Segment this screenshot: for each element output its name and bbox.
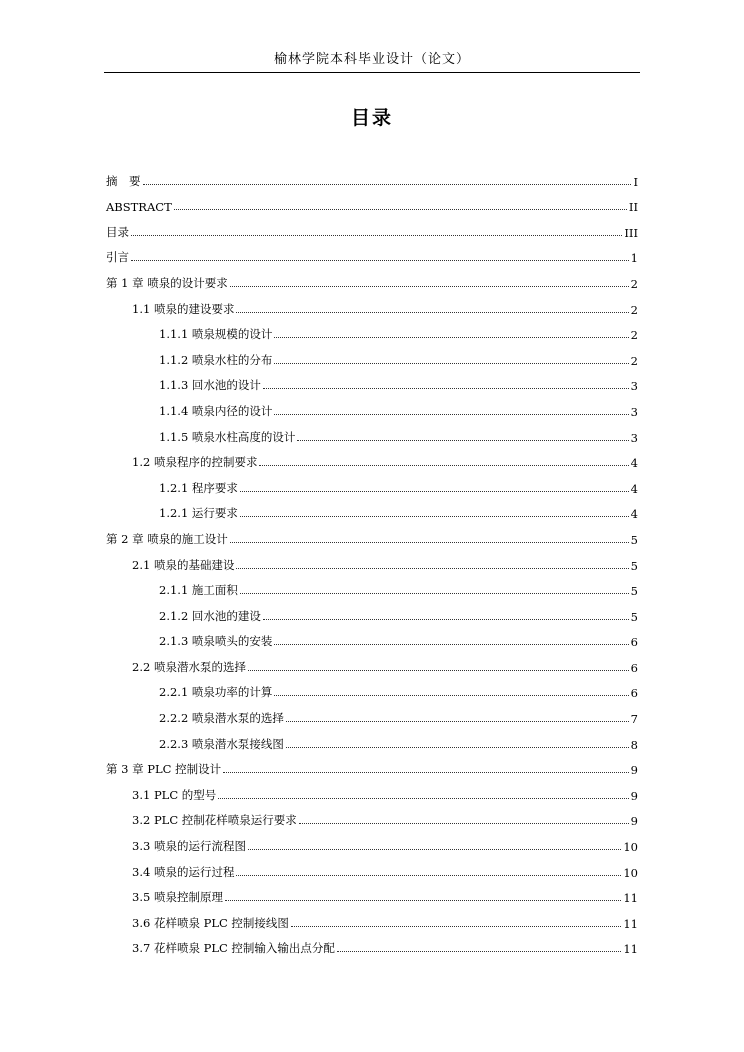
toc-dot-leader xyxy=(286,721,629,722)
toc-entry-page: 8 xyxy=(630,737,638,752)
toc-dot-leader xyxy=(337,951,621,952)
toc-entry-page: 4 xyxy=(630,507,638,522)
toc-dot-leader xyxy=(274,337,628,338)
toc-entry-label: 1.1.5 喷泉水柱高度的设计 xyxy=(159,429,296,444)
toc-entry-label: 1.2.1 运行要求 xyxy=(159,506,238,521)
toc-entry-label: 1.1.1 喷泉规模的设计 xyxy=(159,327,273,342)
toc-dot-leader xyxy=(174,209,627,210)
toc-dot-leader xyxy=(291,926,621,927)
toc-entry-page: 7 xyxy=(630,712,638,727)
toc-entry-label: 3.7 花样喷泉 PLC 控制输入输出点分配 xyxy=(132,941,335,956)
toc-dot-leader xyxy=(225,900,621,901)
toc-entry-label: 2.2.3 喷泉潜水泵接线图 xyxy=(159,736,284,751)
toc-entry-page: 9 xyxy=(630,763,638,778)
header-divider xyxy=(104,72,640,73)
toc-entry-page: 2 xyxy=(630,302,638,317)
toc-entry-page: 6 xyxy=(630,635,638,650)
toc-entry-page: II xyxy=(628,200,638,215)
toc-entry-label: 1.1.2 喷泉水柱的分布 xyxy=(159,352,273,367)
toc-entry-page: 2 xyxy=(630,353,638,368)
toc-dot-leader xyxy=(263,388,629,389)
toc-entry-page: 2 xyxy=(630,328,638,343)
toc-entry-page: 9 xyxy=(630,814,638,829)
toc-entry-page: 11 xyxy=(623,916,638,931)
toc-entry-label: 第 3 章 PLC 控制设计 xyxy=(106,762,222,777)
toc-entry[interactable] xyxy=(106,395,638,421)
toc-entry-label: 2.1.2 回水池的建设 xyxy=(159,608,261,623)
toc-entry[interactable] xyxy=(106,242,638,268)
toc-entry[interactable] xyxy=(106,830,638,856)
toc-entry[interactable] xyxy=(106,856,638,882)
toc-entry[interactable] xyxy=(106,319,638,345)
toc-dot-leader xyxy=(248,670,629,671)
toc-entry-page: 5 xyxy=(630,584,638,599)
toc-entry-page: 5 xyxy=(630,532,638,547)
toc-entry-page: 9 xyxy=(630,788,638,803)
toc-entry-page: 5 xyxy=(630,558,638,573)
toc-entry-label: 引言 xyxy=(106,250,129,265)
toc-entry-label: 2.2.2 喷泉潜水泵的选择 xyxy=(159,711,284,726)
toc-entry-page: 4 xyxy=(630,481,638,496)
toc-entry-label: 3.5 喷泉控制原理 xyxy=(132,890,223,905)
table-of-contents xyxy=(106,165,638,958)
toc-entry-label: 2.1.1 施工面积 xyxy=(159,583,238,598)
toc-entry[interactable] xyxy=(106,421,638,447)
toc-entry[interactable] xyxy=(106,191,638,217)
toc-entry[interactable] xyxy=(106,267,638,293)
toc-entry-label: 第 1 章 喷泉的设计要求 xyxy=(106,275,228,290)
toc-entry-page: 11 xyxy=(623,942,638,957)
toc-entry-page: 3 xyxy=(630,430,638,445)
page-header: 榆林学院本科毕业设计（论文） xyxy=(273,52,470,67)
toc-entry[interactable] xyxy=(106,498,638,524)
toc-entry[interactable] xyxy=(106,907,638,933)
toc-entry[interactable] xyxy=(106,600,638,626)
toc-entry-page: 6 xyxy=(630,686,638,701)
toc-entry-page: 4 xyxy=(630,456,638,471)
toc-entry[interactable] xyxy=(106,933,638,959)
toc-entry-label: 3.2 PLC 控制花样喷泉运行要求 xyxy=(132,813,297,828)
toc-dot-leader xyxy=(259,465,628,466)
toc-entry-label: 2.1.3 喷泉喷头的安装 xyxy=(159,634,273,649)
toc-entry-label: 1.2.1 程序要求 xyxy=(159,480,238,495)
toc-entry[interactable] xyxy=(106,575,638,601)
toc-entry-label: 1.1 喷泉的建设要求 xyxy=(132,301,235,316)
toc-dot-leader xyxy=(274,414,628,415)
toc-entry[interactable] xyxy=(106,805,638,831)
page-title: 目录 xyxy=(350,107,393,129)
toc-dot-leader xyxy=(218,798,628,799)
toc-dot-leader xyxy=(274,363,628,364)
toc-entry[interactable] xyxy=(106,677,638,703)
toc-entry[interactable] xyxy=(106,165,638,191)
toc-entry-label: 第 2 章 喷泉的施工设计 xyxy=(106,531,228,546)
toc-dot-leader xyxy=(230,286,629,287)
toc-dot-leader xyxy=(236,312,628,313)
toc-entry-page: 10 xyxy=(623,840,638,855)
toc-dot-leader xyxy=(286,747,629,748)
toc-entry-label: 目录 xyxy=(106,224,129,239)
toc-entry-page: 3 xyxy=(630,379,638,394)
toc-entry[interactable] xyxy=(106,779,638,805)
toc-entry-page: III xyxy=(624,225,638,240)
toc-entry[interactable] xyxy=(106,728,638,754)
toc-dot-leader xyxy=(240,516,629,517)
toc-entry-label: 2.2 喷泉潜水泵的选择 xyxy=(132,659,246,674)
toc-dot-leader xyxy=(240,593,629,594)
toc-entry[interactable] xyxy=(106,702,638,728)
toc-entry-label: 3.1 PLC 的型号 xyxy=(132,787,217,802)
toc-entry-page: 1 xyxy=(630,251,638,266)
toc-entry-label: 摘 要 xyxy=(106,173,141,188)
toc-entry-label: ABSTRACT xyxy=(106,200,172,215)
toc-entry[interactable] xyxy=(106,447,638,473)
toc-entry-page: 5 xyxy=(630,609,638,624)
toc-entry[interactable] xyxy=(106,523,638,549)
toc-entry-label: 1.2 喷泉程序的控制要求 xyxy=(132,455,258,470)
toc-entry-label: 2.1 喷泉的基础建设 xyxy=(132,557,235,572)
toc-entry-label: 1.1.3 回水池的设计 xyxy=(159,378,261,393)
toc-entry[interactable] xyxy=(106,472,638,498)
toc-dot-leader xyxy=(131,235,622,236)
toc-entry-page: 3 xyxy=(630,404,638,419)
toc-entry[interactable] xyxy=(106,754,638,780)
toc-dot-leader xyxy=(240,491,629,492)
toc-entry-page: 10 xyxy=(623,865,638,880)
toc-entry[interactable] xyxy=(106,216,638,242)
toc-entry[interactable] xyxy=(106,370,638,396)
toc-entry[interactable] xyxy=(106,293,638,319)
toc-dot-leader xyxy=(230,542,629,543)
toc-entry-page: I xyxy=(633,174,638,189)
toc-entry-label: 3.4 喷泉的运行过程 xyxy=(132,864,235,879)
toc-dot-leader xyxy=(299,823,629,824)
toc-entry[interactable] xyxy=(106,549,638,575)
toc-dot-leader xyxy=(236,568,628,569)
toc-dot-leader xyxy=(143,184,632,185)
toc-entry[interactable] xyxy=(106,344,638,370)
toc-entry[interactable] xyxy=(106,651,638,677)
toc-dot-leader xyxy=(131,260,629,261)
toc-dot-leader xyxy=(223,772,629,773)
toc-dot-leader xyxy=(236,875,621,876)
toc-dot-leader xyxy=(274,695,628,696)
toc-entry-page: 2 xyxy=(630,276,638,291)
toc-entry-label: 3.6 花样喷泉 PLC 控制接线图 xyxy=(132,915,289,930)
toc-entry-label: 2.2.1 喷泉功率的计算 xyxy=(159,685,273,700)
toc-dot-leader xyxy=(248,849,621,850)
toc-entry-label: 1.1.4 喷泉内径的设计 xyxy=(159,403,273,418)
toc-entry-label: 3.3 喷泉的运行流程图 xyxy=(132,839,246,854)
toc-entry[interactable] xyxy=(106,626,638,652)
toc-entry-page: 11 xyxy=(623,891,638,906)
toc-dot-leader xyxy=(274,644,628,645)
toc-dot-leader xyxy=(297,440,628,441)
toc-dot-leader xyxy=(263,619,629,620)
toc-entry-page: 6 xyxy=(630,660,638,675)
toc-entry[interactable] xyxy=(106,882,638,908)
